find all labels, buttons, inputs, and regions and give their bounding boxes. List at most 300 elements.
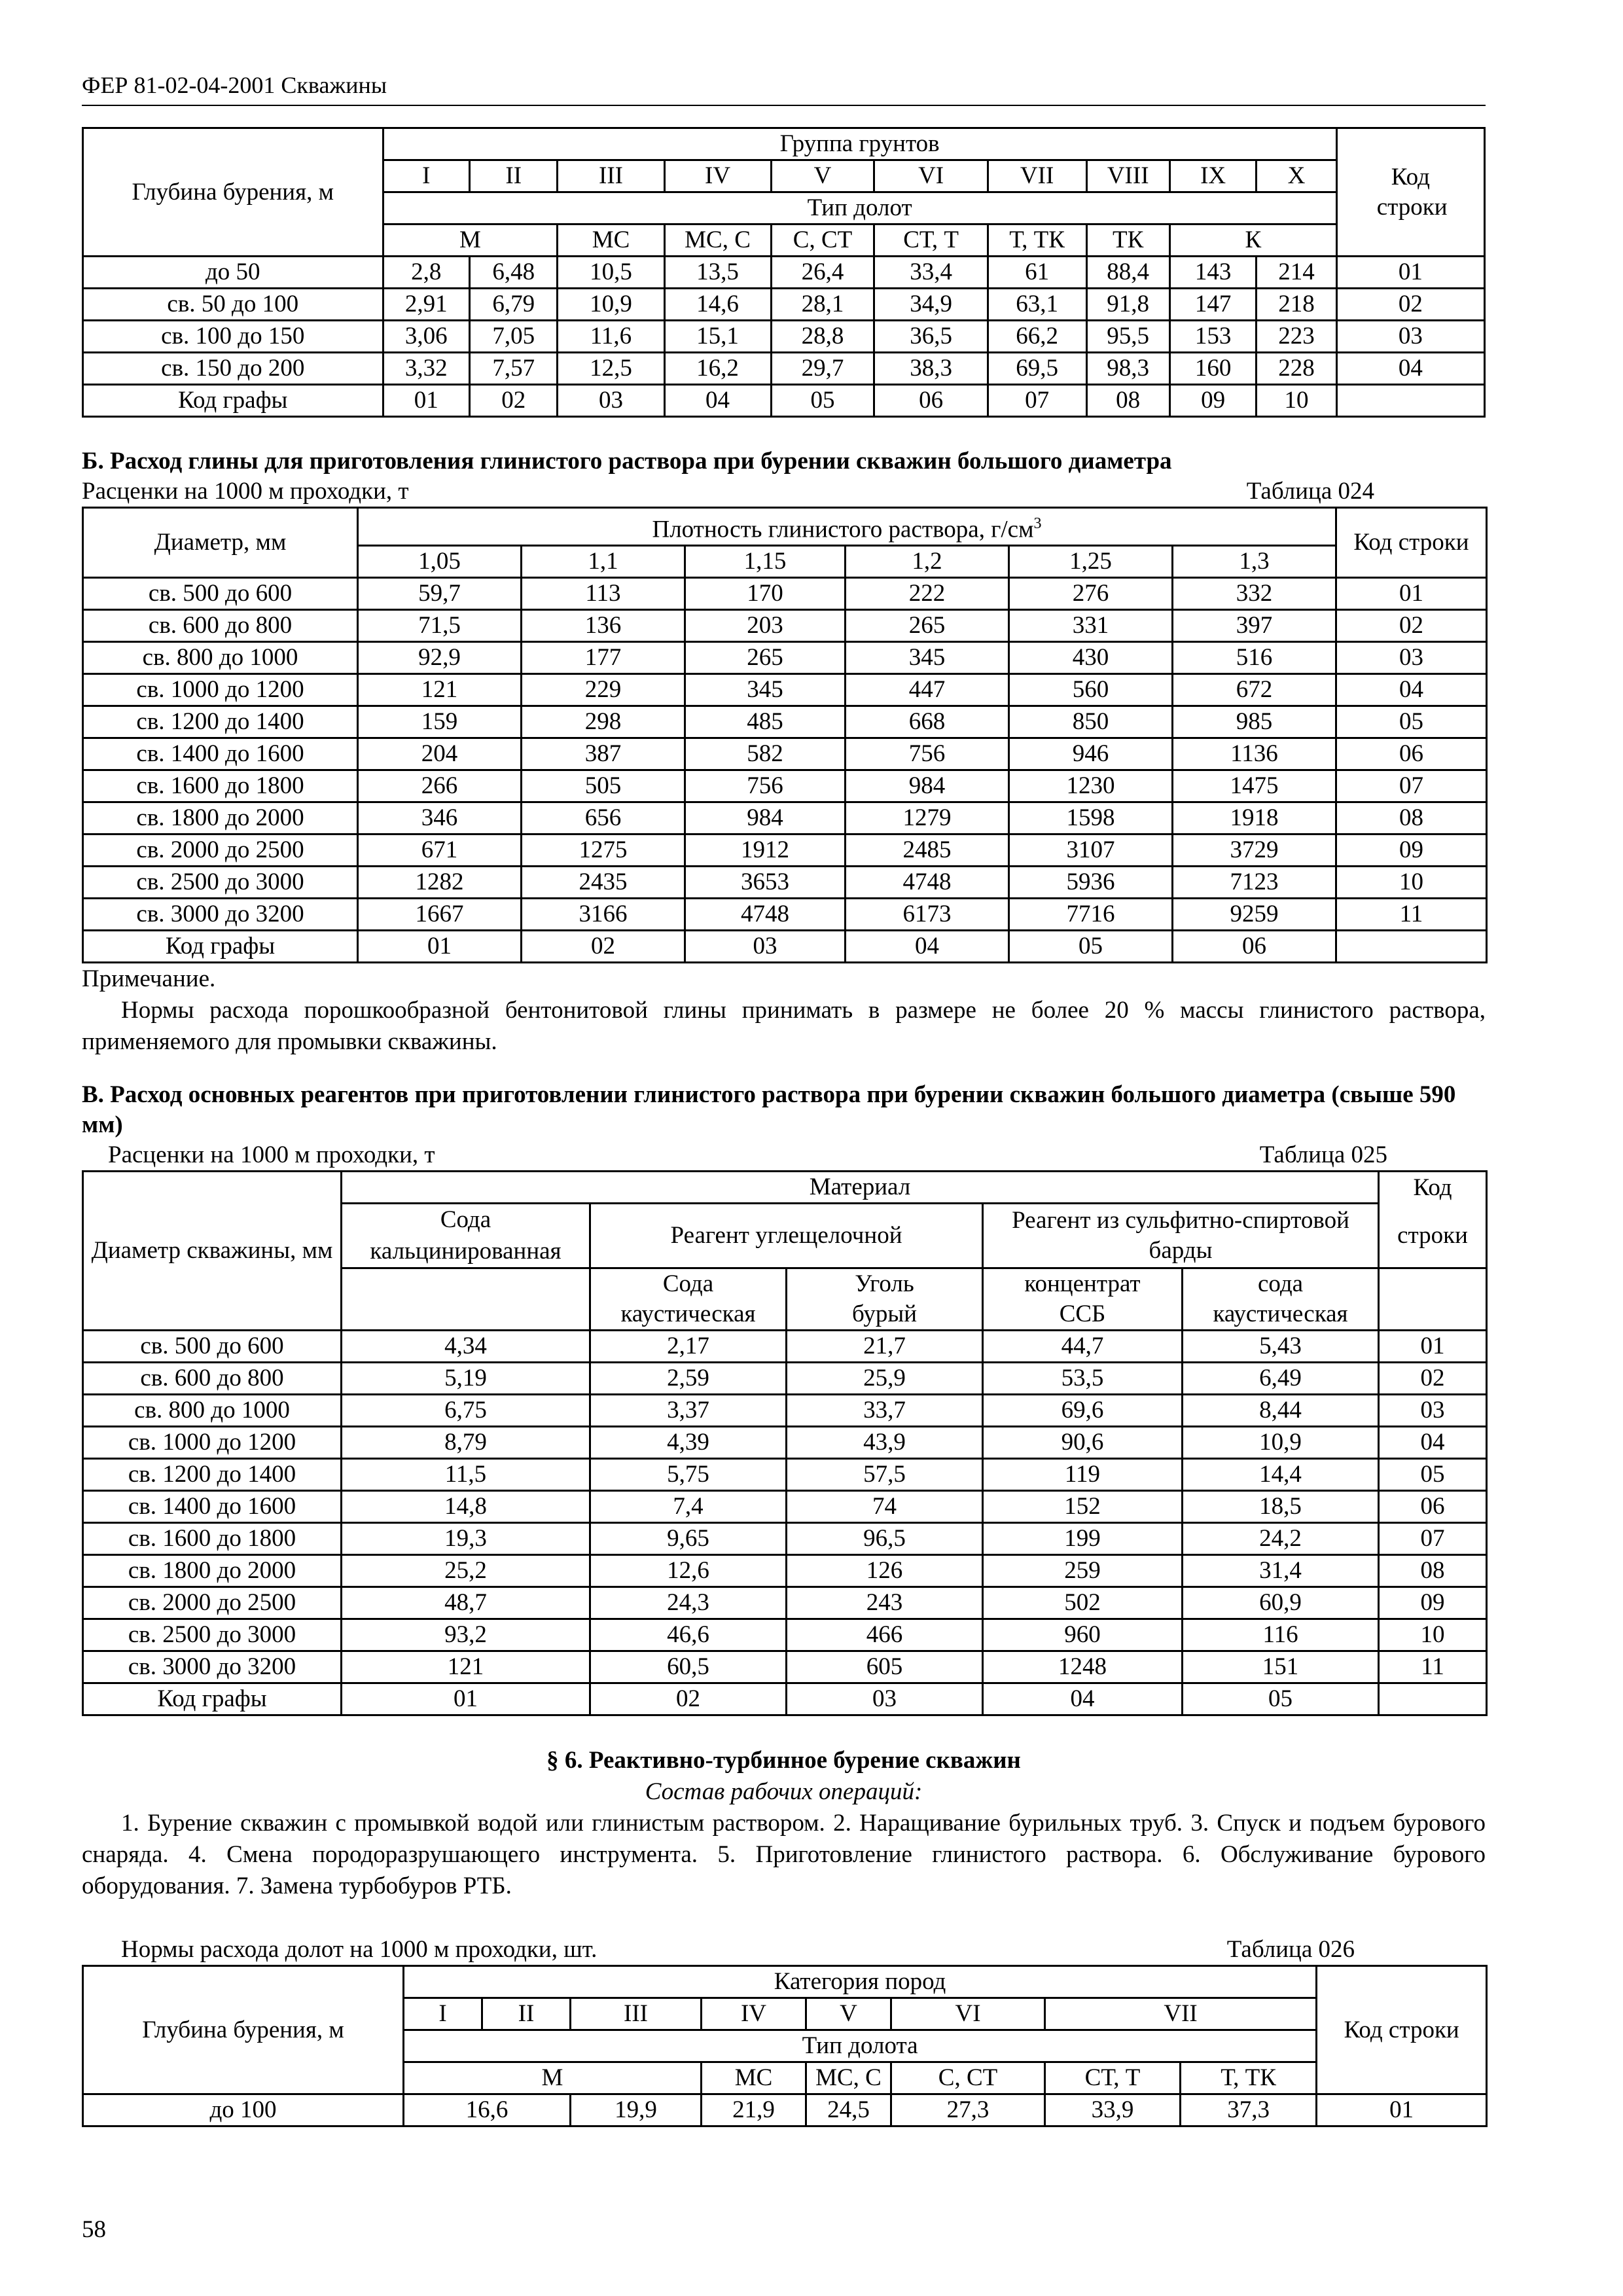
value-cell: 2435 — [522, 867, 685, 899]
value-cell: 850 — [1009, 706, 1173, 738]
value-cell: 6173 — [846, 899, 1009, 931]
row-code: 02 — [1379, 1363, 1487, 1395]
row-code: 08 — [1336, 802, 1487, 834]
t026-number: Таблица 026 — [1226, 1936, 1355, 1964]
col-code: 03 — [558, 385, 664, 417]
code-row-header: Код строки — [1336, 128, 1484, 257]
row-code: 06 — [1379, 1491, 1487, 1523]
value-cell: 560 — [1009, 674, 1173, 706]
value-cell: 3,32 — [383, 353, 469, 385]
bit-type-header: Тип долота — [404, 2030, 1317, 2062]
value-cell: 36,5 — [874, 321, 988, 353]
value-cell: 1136 — [1173, 738, 1336, 770]
value-cell: 960 — [983, 1619, 1183, 1651]
empty-cell — [1379, 1683, 1487, 1715]
col-code: 03 — [685, 931, 846, 963]
value-cell: 5,75 — [590, 1459, 787, 1491]
row-code: 01 — [1317, 2094, 1487, 2126]
table-row — [83, 1587, 1487, 1619]
table-row — [83, 289, 1485, 321]
category-col: III — [571, 1998, 702, 2030]
table-row — [83, 1363, 1487, 1395]
value-cell: 9,65 — [590, 1523, 787, 1555]
value-cell: 24,3 — [590, 1587, 787, 1619]
group-header: Группа грунтов — [383, 128, 1336, 160]
value-cell: 266 — [358, 770, 522, 802]
table-row — [83, 706, 1487, 738]
value-cell: 1598 — [1009, 802, 1173, 834]
t024-body — [83, 578, 1487, 931]
row-label: св. 500 до 600 — [83, 578, 358, 610]
value-cell: 15,1 — [664, 321, 771, 353]
table-row — [83, 899, 1487, 931]
value-cell: 33,4 — [874, 257, 988, 289]
value-cell: 24,2 — [1183, 1523, 1379, 1555]
value-cell: 121 — [342, 1651, 590, 1683]
value-cell: 223 — [1257, 321, 1336, 353]
row-code: 11 — [1336, 899, 1487, 931]
value-cell: 170 — [685, 578, 846, 610]
t023-body — [83, 257, 1485, 385]
row-code: 06 — [1336, 738, 1487, 770]
bit-type: ТК — [1086, 224, 1169, 257]
row-code: 02 — [1336, 289, 1484, 321]
value-cell: 1248 — [983, 1651, 1183, 1683]
value-cell: 6,75 — [342, 1395, 590, 1427]
value-cell: 63,1 — [988, 289, 1086, 321]
bit-type: МС, С — [664, 224, 771, 257]
col-code: 05 — [1009, 931, 1173, 963]
value-cell: 93,2 — [342, 1619, 590, 1651]
value-cell: 582 — [685, 738, 846, 770]
table-row — [83, 1619, 1487, 1651]
value-cell: 26,4 — [771, 257, 874, 289]
value-cell: 2,91 — [383, 289, 469, 321]
value-cell: 59,7 — [358, 578, 522, 610]
value-cell: 34,9 — [874, 289, 988, 321]
row-label: св. 1000 до 1200 — [83, 674, 358, 706]
group-col: V — [771, 160, 874, 192]
value-cell: 7123 — [1173, 867, 1336, 899]
density-unit-sup: 3 — [1033, 515, 1042, 532]
value-cell: 33,9 — [1045, 2094, 1181, 2126]
value-cell: 2485 — [846, 834, 1009, 867]
row-code: 01 — [1336, 578, 1487, 610]
value-cell: 60,5 — [590, 1651, 787, 1683]
value-cell: 345 — [685, 674, 846, 706]
value-cell: 4,34 — [342, 1331, 590, 1363]
value-cell: 16,2 — [664, 353, 771, 385]
group-col: X — [1257, 160, 1336, 192]
value-cell: 7716 — [1009, 899, 1173, 931]
row-label: св. 1600 до 1800 — [83, 770, 358, 802]
value-cell: 19,3 — [342, 1523, 590, 1555]
bit-type: Т, ТК — [988, 224, 1086, 257]
code-col-label: Код графы — [83, 385, 383, 417]
value-cell: 19,9 — [571, 2094, 702, 2126]
value-cell: 4748 — [846, 867, 1009, 899]
row-code: 09 — [1336, 834, 1487, 867]
col-code: 06 — [874, 385, 988, 417]
value-cell: 24,5 — [806, 2094, 891, 2126]
bit-type: МС — [558, 224, 664, 257]
table-026 — [82, 1965, 1488, 2127]
empty-cell — [1336, 931, 1487, 963]
bit-type: С, СТ — [891, 2062, 1045, 2094]
value-cell: 113 — [522, 578, 685, 610]
section-6-title: § 6. Реактивно-турбинное бурение скважин — [546, 1747, 1021, 1774]
table-025 — [82, 1170, 1488, 1716]
row-code: 03 — [1336, 321, 1484, 353]
value-cell: 119 — [983, 1459, 1183, 1491]
value-cell: 37,3 — [1181, 2094, 1317, 2126]
col-code: 08 — [1086, 385, 1169, 417]
table-023 — [82, 127, 1486, 418]
value-cell: 218 — [1257, 289, 1336, 321]
density-header: Плотность глинистого раствора, $г/см^3$ — [358, 508, 1336, 546]
row-label: св. 100 до 150 — [83, 321, 383, 353]
bit-type: СТ, Т — [1045, 2062, 1181, 2094]
value-cell: 21,7 — [787, 1331, 983, 1363]
value-cell: 756 — [846, 738, 1009, 770]
value-cell: 204 — [358, 738, 522, 770]
group-col: IV — [664, 160, 771, 192]
row-label: св. 1200 до 1400 — [83, 706, 358, 738]
value-cell: 96,5 — [787, 1523, 983, 1555]
density-col: 1,05 — [358, 546, 522, 578]
value-cell: 90,6 — [983, 1427, 1183, 1459]
t024-units: Расценки на 1000 м проходки, т — [82, 478, 409, 505]
row-label: св. 50 до 100 — [83, 289, 383, 321]
value-cell: 332 — [1173, 578, 1336, 610]
value-cell: 1279 — [846, 802, 1009, 834]
row-label: св. 600 до 800 — [83, 610, 358, 642]
empty-cell — [342, 1268, 590, 1331]
table-row — [83, 353, 1485, 385]
value-cell: 199 — [983, 1523, 1183, 1555]
value-cell: 397 — [1173, 610, 1336, 642]
code-col-label: Код графы — [83, 931, 358, 963]
value-cell: 14,6 — [664, 289, 771, 321]
value-cell: 14,8 — [342, 1491, 590, 1523]
value-cell: 43,9 — [787, 1427, 983, 1459]
row-code: 03 — [1379, 1395, 1487, 1427]
soda-header: Сода кальцинированная — [342, 1204, 590, 1268]
table-row — [83, 1523, 1487, 1555]
value-cell: 668 — [846, 706, 1009, 738]
table-row — [83, 1395, 1487, 1427]
value-cell: 95,5 — [1086, 321, 1169, 353]
row-code: 01 — [1379, 1331, 1487, 1363]
bit-type: МС, С — [806, 2062, 891, 2094]
value-cell: 29,7 — [771, 353, 874, 385]
t025-body — [83, 1331, 1487, 1683]
value-cell: 136 — [522, 610, 685, 642]
value-cell: 4748 — [685, 899, 846, 931]
running-header: ФЕР 81-02-04-2001 Скважины — [82, 65, 1486, 106]
value-cell: 159 — [358, 706, 522, 738]
row-code: 05 — [1336, 706, 1487, 738]
value-cell: 485 — [685, 706, 846, 738]
value-cell: 3653 — [685, 867, 846, 899]
value-cell: 1918 — [1173, 802, 1336, 834]
t026-units: Нормы расхода долот на 1000 м проходки, шт. — [121, 1936, 597, 1964]
value-cell: 69,6 — [983, 1395, 1183, 1427]
value-cell: 5,43 — [1183, 1331, 1379, 1363]
group-col: VIII — [1086, 160, 1169, 192]
value-cell: 671 — [358, 834, 522, 867]
row-code: 08 — [1379, 1555, 1487, 1587]
col-code: 02 — [590, 1683, 787, 1715]
value-cell: 1275 — [522, 834, 685, 867]
value-cell: 222 — [846, 578, 1009, 610]
bit-type: МС — [702, 2062, 806, 2094]
value-cell: 57,5 — [787, 1459, 983, 1491]
value-cell: 53,5 — [983, 1363, 1183, 1395]
value-cell: 60,9 — [1183, 1587, 1379, 1619]
value-cell: 1230 — [1009, 770, 1173, 802]
value-cell: 18,5 — [1183, 1491, 1379, 1523]
category-col: VI — [891, 1998, 1045, 2030]
table-row — [83, 1331, 1487, 1363]
value-cell: 7,05 — [469, 321, 558, 353]
value-cell: 160 — [1169, 353, 1256, 385]
value-cell: 1475 — [1173, 770, 1336, 802]
code-header-bottom: строки — [1379, 1204, 1487, 1268]
group-col: III — [558, 160, 664, 192]
value-cell: 147 — [1169, 289, 1256, 321]
value-cell: 152 — [983, 1491, 1183, 1523]
value-cell: 3,06 — [383, 321, 469, 353]
row-label: св. 1600 до 1800 — [83, 1523, 342, 1555]
sub-header: Сода каустическая — [590, 1268, 787, 1331]
note-text: Нормы расхода порошкообразной бентонитовой глины принимать в размере не более 20 % массы глинистого раствора, применяемого для промывки скважины. — [82, 997, 1486, 1056]
table-row — [83, 610, 1487, 642]
value-cell: 10,5 — [558, 257, 664, 289]
row-code: 01 — [1336, 257, 1484, 289]
col-code: 01 — [342, 1683, 590, 1715]
category-col: IV — [702, 1998, 806, 2030]
row-label: св. 150 до 200 — [83, 353, 383, 385]
col-code: 06 — [1173, 931, 1336, 963]
row-code: 04 — [1336, 353, 1484, 385]
bit-type-header: Тип долот — [383, 192, 1336, 224]
value-cell: 331 — [1009, 610, 1173, 642]
table-row — [83, 1491, 1487, 1523]
value-cell: 33,7 — [787, 1395, 983, 1427]
value-cell: 16,6 — [404, 2094, 571, 2126]
t025-number: Таблица 025 — [1259, 1141, 1387, 1169]
row-label: до 100 — [83, 2094, 404, 2126]
row-label: св. 600 до 800 — [83, 1363, 342, 1395]
value-cell: 6,79 — [469, 289, 558, 321]
value-cell: 116 — [1183, 1619, 1379, 1651]
value-cell: 265 — [685, 642, 846, 674]
value-cell: 8,79 — [342, 1427, 590, 1459]
value-cell: 243 — [787, 1587, 983, 1619]
value-cell: 229 — [522, 674, 685, 706]
page-number: 58 — [82, 2216, 106, 2243]
value-cell: 346 — [358, 802, 522, 834]
row-label: св. 800 до 1000 — [83, 642, 358, 674]
sub-header: концентрат ССБ — [983, 1268, 1183, 1331]
row-code: 04 — [1336, 674, 1487, 706]
value-cell: 505 — [522, 770, 685, 802]
code-row-header: Код строки — [1336, 508, 1487, 578]
category-col: II — [482, 1998, 571, 2030]
value-cell: 126 — [787, 1555, 983, 1587]
category-col: I — [404, 1998, 482, 2030]
col-code: 03 — [787, 1683, 983, 1715]
table-row — [83, 1459, 1487, 1491]
col-code: 01 — [358, 931, 522, 963]
value-cell: 151 — [1183, 1651, 1379, 1683]
value-cell: 3729 — [1173, 834, 1336, 867]
value-cell: 2,17 — [590, 1331, 787, 1363]
section-b-title: Б. Расход глины для приготовления глинистого раствора при бурении скважин большого диаметра — [82, 448, 1172, 475]
density-col: 1,25 — [1009, 546, 1173, 578]
table-row — [83, 1651, 1487, 1683]
row-code: 03 — [1336, 642, 1487, 674]
value-cell: 143 — [1169, 257, 1256, 289]
row-label: св. 1000 до 1200 — [83, 1427, 342, 1459]
value-cell: 3,37 — [590, 1395, 787, 1427]
sub-header: сода каустическая — [1183, 1268, 1379, 1331]
table-row — [83, 642, 1487, 674]
value-cell: 203 — [685, 610, 846, 642]
table-row — [83, 674, 1487, 706]
value-cell: 2,8 — [383, 257, 469, 289]
value-cell: 672 — [1173, 674, 1336, 706]
value-cell: 9259 — [1173, 899, 1336, 931]
value-cell: 10,9 — [1183, 1427, 1379, 1459]
value-cell: 984 — [685, 802, 846, 834]
row-label: св. 1400 до 1600 — [83, 1491, 342, 1523]
value-cell: 8,44 — [1183, 1395, 1379, 1427]
table-row — [83, 802, 1487, 834]
code-row-header: Код строки — [1317, 1966, 1487, 2094]
reagent2-header: Реагент из сульфитно-спиртовой барды — [983, 1204, 1379, 1268]
value-cell: 5936 — [1009, 867, 1173, 899]
row-label: св. 2500 до 3000 — [83, 867, 358, 899]
value-cell: 92,9 — [358, 642, 522, 674]
value-cell: 214 — [1257, 257, 1336, 289]
t024-number: Таблица 024 — [1246, 478, 1374, 505]
row-label: до 50 — [83, 257, 383, 289]
row-label: св. 3000 до 3200 — [83, 1651, 342, 1683]
value-cell: 12,5 — [558, 353, 664, 385]
value-cell: 74 — [787, 1491, 983, 1523]
group-col: I — [383, 160, 469, 192]
value-cell: 61 — [988, 257, 1086, 289]
category-col: V — [806, 1998, 891, 2030]
row-label: св. 800 до 1000 — [83, 1395, 342, 1427]
table-row — [83, 738, 1487, 770]
group-col: VI — [874, 160, 988, 192]
bit-type: С, СТ — [771, 224, 874, 257]
value-cell: 6,49 — [1183, 1363, 1379, 1395]
section-v-title: В. Расход основных реагентов при приготовлении глинистого раствора при бурении скважин большого диаметра (свыше 590 мм) — [82, 1081, 1456, 1139]
category-header: Категория пород — [404, 1966, 1317, 1998]
value-cell: 1912 — [685, 834, 846, 867]
value-cell: 13,5 — [664, 257, 771, 289]
row-code: 10 — [1336, 867, 1487, 899]
density-col: 1,3 — [1173, 546, 1336, 578]
diameter-header: Диаметр, мм — [83, 508, 358, 578]
code-col-label: Код графы — [83, 1683, 342, 1715]
value-cell: 985 — [1173, 706, 1336, 738]
value-cell: 11,5 — [342, 1459, 590, 1491]
group-col: IX — [1169, 160, 1256, 192]
col-code: 04 — [846, 931, 1009, 963]
value-cell: 430 — [1009, 642, 1173, 674]
col-code: 04 — [664, 385, 771, 417]
value-cell: 516 — [1173, 642, 1336, 674]
value-cell: 31,4 — [1183, 1555, 1379, 1587]
row-label: св. 3000 до 3200 — [83, 899, 358, 931]
value-cell: 44,7 — [983, 1331, 1183, 1363]
value-cell: 7,4 — [590, 1491, 787, 1523]
row-code: 07 — [1379, 1523, 1487, 1555]
empty-cell — [1336, 385, 1484, 417]
value-cell: 177 — [522, 642, 685, 674]
col-code: 07 — [988, 385, 1086, 417]
value-cell: 21,9 — [702, 2094, 806, 2126]
value-cell: 6,48 — [469, 257, 558, 289]
value-cell: 7,57 — [469, 353, 558, 385]
density-col: 1,15 — [685, 546, 846, 578]
value-cell: 4,39 — [590, 1427, 787, 1459]
value-cell: 3107 — [1009, 834, 1173, 867]
row-code: 09 — [1379, 1587, 1487, 1619]
row-label: св. 2000 до 2500 — [83, 834, 358, 867]
table-row — [83, 834, 1487, 867]
value-cell: 66,2 — [988, 321, 1086, 353]
table-row — [83, 321, 1485, 353]
t025-caption — [82, 1140, 1486, 1170]
row-code: 02 — [1336, 610, 1487, 642]
row-label: св. 500 до 600 — [83, 1331, 342, 1363]
bit-type: Т, ТК — [1181, 2062, 1317, 2094]
row-code: 05 — [1379, 1459, 1487, 1491]
value-cell: 27,3 — [891, 2094, 1045, 2126]
value-cell: 46,6 — [590, 1619, 787, 1651]
group-col: VII — [988, 160, 1086, 192]
value-cell: 71,5 — [358, 610, 522, 642]
group-col: II — [469, 160, 558, 192]
value-cell: 88,4 — [1086, 257, 1169, 289]
bit-type: М — [383, 224, 558, 257]
code-header-top: Код — [1379, 1172, 1487, 1204]
value-cell: 2,59 — [590, 1363, 787, 1395]
value-cell: 11,6 — [558, 321, 664, 353]
diameter-header: Диаметр скважины, мм — [83, 1172, 342, 1331]
value-cell: 48,7 — [342, 1587, 590, 1619]
section-6-text: 1. Бурение скважин с промывкой водой или глинистым раствором. 2. Наращивание бурильных труб. 3. Спуск и подъем бурового снаряда. 4. Смена породоразрушающего инструмента. 5. Приготовление глинистого раствора. 6. Обслуживание бурового оборудования. 7. Замена турбобуров РТБ. — [82, 1810, 1486, 1900]
row-code: 04 — [1379, 1427, 1487, 1459]
row-label: св. 1200 до 1400 — [83, 1459, 342, 1491]
table-row — [83, 867, 1487, 899]
table-row — [83, 1427, 1487, 1459]
value-cell: 98,3 — [1086, 353, 1169, 385]
value-cell: 387 — [522, 738, 685, 770]
t025-units: Расценки на 1000 м проходки, т — [108, 1141, 435, 1169]
table-row — [83, 257, 1485, 289]
value-cell: 345 — [846, 642, 1009, 674]
row-label: св. 1800 до 2000 — [83, 1555, 342, 1587]
col-code: 05 — [771, 385, 874, 417]
value-cell: 28,8 — [771, 321, 874, 353]
